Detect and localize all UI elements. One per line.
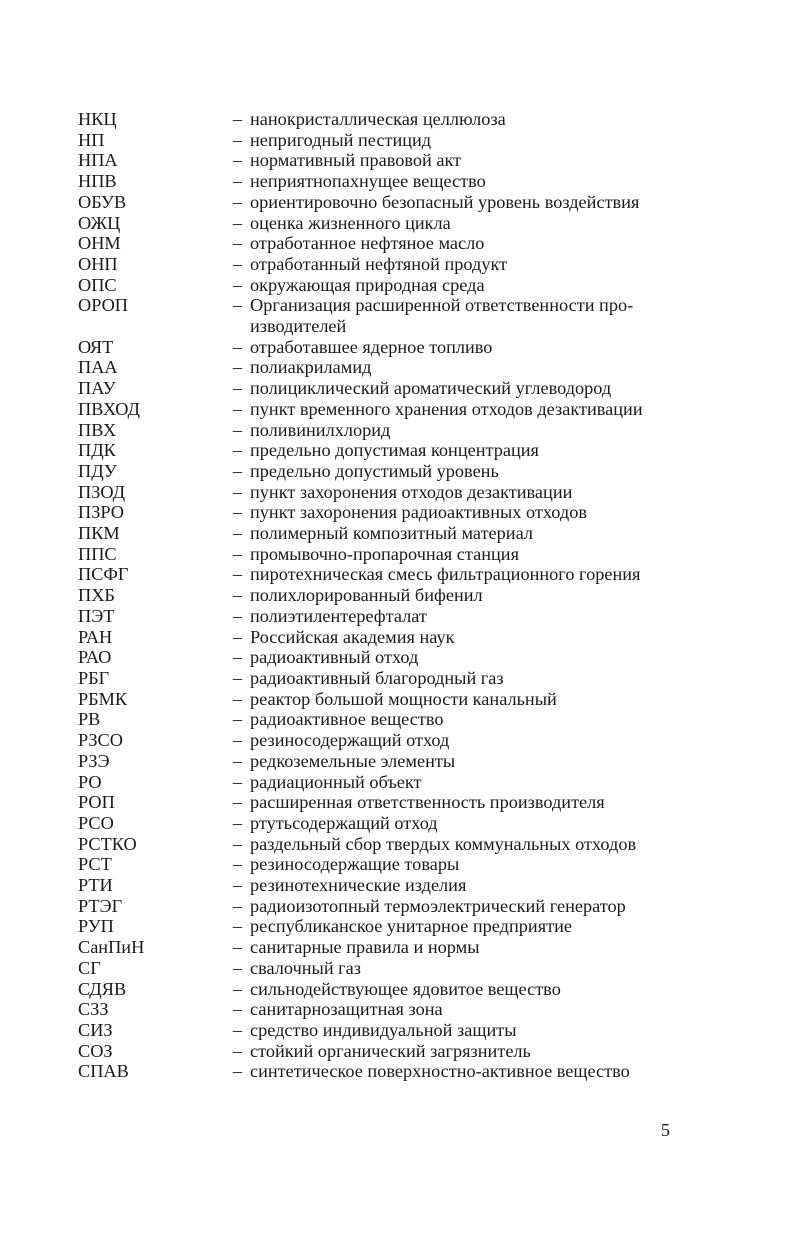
definition-line: ориентировочно безопасный уровень воздействия: [250, 191, 640, 212]
abbreviation-term: ПДК: [78, 440, 116, 461]
definition-text: [250, 461, 678, 482]
abbreviation-term: РТЭГ: [78, 895, 123, 916]
definition-line: поливинилхлорид: [250, 419, 391, 440]
definition-dash: –: [233, 460, 243, 481]
abbreviation-definition: [233, 502, 678, 523]
definition-dash: –: [233, 937, 243, 958]
definition-dash: –: [233, 109, 243, 129]
definition-line: пункт временного хранения отходов дезактивации: [250, 398, 643, 419]
abbreviation-definition: [233, 109, 678, 130]
definition-text: [250, 999, 678, 1020]
definition-line: оценка жизненного цикла: [250, 212, 451, 233]
abbreviation-entry: [78, 979, 678, 1000]
definition-dash: –: [233, 626, 243, 647]
definition-dash: –: [233, 378, 243, 399]
definition-text: [250, 647, 678, 668]
abbreviation-entry: [78, 337, 678, 358]
abbreviation-entry: [78, 461, 678, 482]
abbreviation-term: РО: [78, 771, 102, 792]
definition-text: [250, 875, 678, 896]
abbreviation-term: СОЗ: [78, 1040, 113, 1061]
definition-text: [250, 937, 678, 958]
abbreviation-definition: [233, 834, 678, 855]
definition-text: [250, 709, 678, 730]
definition-text: [250, 627, 678, 648]
abbreviation-entry: [78, 689, 678, 710]
definition-text: [250, 399, 678, 420]
abbreviation-term: СИЗ: [78, 1019, 113, 1040]
abbreviation-definition: [233, 668, 678, 689]
abbreviation-entry: [78, 523, 678, 544]
definition-text: [250, 1041, 678, 1062]
definition-text: [250, 502, 678, 523]
definition-dash: –: [233, 398, 243, 419]
abbreviation-term: ППС: [78, 543, 117, 564]
definition-text: [250, 979, 678, 1000]
definition-text: [250, 544, 678, 565]
abbreviation-definition: [233, 544, 678, 565]
page-number: 5: [660, 1120, 670, 1140]
abbreviation-entry: [78, 772, 678, 793]
abbreviation-entry: [78, 792, 678, 813]
definition-line: нанокристаллическая целлюлоза: [250, 109, 506, 129]
abbreviation-term: ПДУ: [78, 460, 117, 481]
definition-line: окружающая природная среда: [250, 274, 485, 295]
abbreviation-entry: [78, 482, 678, 503]
definition-dash: –: [233, 295, 243, 316]
definition-line: пункт захоронения радиоактивных отходов: [250, 502, 587, 523]
abbreviation-definition: [233, 854, 678, 875]
abbreviation-entry: [78, 420, 678, 441]
abbreviation-term: ПВХОД: [78, 398, 140, 419]
abbreviation-term: ПВХ: [78, 419, 117, 440]
abbreviation-definition: [233, 399, 678, 420]
definition-text: [250, 792, 678, 813]
abbreviation-entry: [78, 130, 678, 151]
abbreviation-definition: [233, 461, 678, 482]
definition-dash: –: [233, 336, 243, 357]
definition-dash: –: [233, 605, 243, 626]
abbreviation-term: ПЭТ: [78, 605, 115, 626]
abbreviation-definition: [233, 192, 678, 213]
abbreviation-definition: [233, 792, 678, 813]
abbreviation-term: РАН: [78, 626, 113, 647]
definition-text: [250, 564, 678, 585]
definition-line: раздельный сбор твердых коммунальных отходов: [250, 833, 637, 854]
abbreviation-term: РБГ: [78, 667, 110, 688]
definition-dash: –: [233, 792, 243, 813]
abbreviation-entry: [78, 585, 678, 606]
definition-text: [250, 295, 678, 336]
abbreviation-entry: [78, 834, 678, 855]
abbreviation-definition: [233, 999, 678, 1020]
definition-line: резинотехнические изделия: [250, 875, 467, 896]
definition-line: полиэтилентерефталат: [250, 605, 427, 626]
definition-line: отработанное нефтяное масло: [250, 233, 485, 254]
definition-line: Организация расширенной ответственности про-: [250, 295, 634, 316]
abbreviation-term: ОНМ: [78, 233, 121, 254]
definition-text: [250, 233, 678, 254]
abbreviation-term: РАО: [78, 647, 112, 668]
definition-dash: –: [233, 854, 243, 875]
definition-line: предельно допустимая концентрация: [250, 440, 539, 461]
definition-text: [250, 440, 678, 461]
abbreviation-definition: [233, 564, 678, 585]
abbreviation-definition: [233, 1061, 678, 1082]
abbreviation-definition: [233, 295, 678, 336]
abbreviation-entry: [78, 109, 678, 130]
definition-line: средство индивидуальной защиты: [250, 1019, 517, 1040]
abbreviation-entry: [78, 1041, 678, 1062]
abbreviation-term: РЗЭ: [78, 750, 110, 771]
abbreviation-definition: [233, 813, 678, 834]
definition-text: [250, 854, 678, 875]
definition-text: [250, 523, 678, 544]
abbreviation-term: СДЯВ: [78, 978, 127, 999]
definition-text: [250, 130, 678, 151]
definition-dash: –: [233, 440, 243, 461]
abbreviation-definition: [233, 606, 678, 627]
definition-text: [250, 730, 678, 751]
abbreviation-entry: [78, 399, 678, 420]
definition-line: полициклический ароматический углеводород: [250, 378, 612, 399]
abbreviation-definition: [233, 523, 678, 544]
abbreviation-list: [78, 109, 678, 1082]
abbreviation-definition: [233, 275, 678, 296]
abbreviation-entry: [78, 958, 678, 979]
definition-dash: –: [233, 274, 243, 295]
abbreviation-term: ОЯТ: [78, 336, 114, 357]
abbreviation-term: ПХБ: [78, 585, 115, 606]
abbreviation-definition: [233, 709, 678, 730]
abbreviation-definition: [233, 627, 678, 648]
abbreviation-term: ПЗОД: [78, 481, 126, 502]
abbreviation-term: НП: [78, 129, 105, 150]
abbreviation-definition: [233, 357, 678, 378]
abbreviation-entry: [78, 171, 678, 192]
definition-text: [250, 275, 678, 296]
abbreviation-term: СЗЗ: [78, 999, 109, 1020]
abbreviation-term: НКЦ: [78, 109, 117, 129]
definition-dash: –: [233, 129, 243, 150]
definition-line: промывочно-пропарочная станция: [250, 543, 519, 564]
abbreviation-definition: [233, 751, 678, 772]
abbreviation-entry: [78, 544, 678, 565]
abbreviation-entry: [78, 295, 678, 336]
abbreviation-entry: [78, 1020, 678, 1041]
abbreviation-definition: [233, 1020, 678, 1041]
definition-text: [250, 896, 678, 917]
definition-text: [250, 813, 678, 834]
abbreviation-term: СГ: [78, 957, 101, 978]
definition-dash: –: [233, 1019, 243, 1040]
definition-line: сильнодействующее ядовитое вещество: [250, 978, 561, 999]
abbreviation-term: ПАА: [78, 357, 118, 378]
abbreviation-definition: [233, 130, 678, 151]
definition-text: [250, 378, 678, 399]
abbreviation-term: НПВ: [78, 171, 117, 192]
abbreviation-definition: [233, 730, 678, 751]
definition-dash: –: [233, 171, 243, 192]
definition-line: Российская академия наук: [250, 626, 455, 647]
definition-dash: –: [233, 357, 243, 378]
abbreviation-term: РВ: [78, 709, 101, 730]
definition-line: пиротехническая смесь фильтрационного горения: [250, 564, 641, 585]
abbreviation-entry: [78, 896, 678, 917]
abbreviation-definition: [233, 647, 678, 668]
definition-line: радиоактивный благородный газ: [250, 667, 504, 688]
definition-text: [250, 585, 678, 606]
abbreviation-definition: [233, 916, 678, 937]
abbreviation-term: ПСФГ: [78, 564, 129, 585]
abbreviation-term: РУП: [78, 916, 114, 937]
definition-dash: –: [233, 978, 243, 999]
abbreviation-definition: [233, 689, 678, 710]
abbreviation-term: ОЖЦ: [78, 212, 121, 233]
definition-text: [250, 916, 678, 937]
abbreviation-definition: [233, 213, 678, 234]
definition-text: [250, 834, 678, 855]
definition-dash: –: [233, 812, 243, 833]
abbreviation-entry: [78, 502, 678, 523]
abbreviation-definition: [233, 233, 678, 254]
abbreviation-entry: [78, 875, 678, 896]
definition-line: нормативный правовой акт: [250, 150, 462, 171]
definition-line: расширенная ответственность производителя: [250, 792, 605, 813]
definition-line: радиоактивное вещество: [250, 709, 444, 730]
abbreviation-definition: [233, 482, 678, 503]
definition-text: [250, 171, 678, 192]
definition-dash: –: [233, 709, 243, 730]
definition-dash: –: [233, 585, 243, 606]
abbreviation-entry: [78, 254, 678, 275]
definition-text: [250, 192, 678, 213]
definition-line: отработанный нефтяной продукт: [250, 253, 508, 274]
abbreviation-definition: [233, 378, 678, 399]
definition-dash: –: [233, 481, 243, 502]
definition-dash: –: [233, 895, 243, 916]
definition-dash: –: [233, 543, 243, 564]
definition-line: санитарнозащитная зона: [250, 999, 443, 1020]
abbreviation-term: СПАВ: [78, 1061, 129, 1082]
abbreviation-entry: [78, 627, 678, 648]
abbreviation-definition: [233, 150, 678, 171]
definition-dash: –: [233, 833, 243, 854]
definition-text: [250, 420, 678, 441]
abbreviation-entry: [78, 192, 678, 213]
abbreviation-term: ОНП: [78, 253, 118, 274]
abbreviation-term: ОПС: [78, 274, 117, 295]
abbreviation-definition: [233, 440, 678, 461]
abbreviation-entry: [78, 709, 678, 730]
definition-dash: –: [233, 667, 243, 688]
definition-dash: –: [233, 212, 243, 233]
abbreviation-entry: [78, 668, 678, 689]
definition-line: республиканское унитарное предприятие: [250, 916, 572, 937]
abbreviation-entry: [78, 937, 678, 958]
definition-dash: –: [233, 253, 243, 274]
abbreviation-term: РЗСО: [78, 730, 123, 751]
definition-text: [250, 109, 678, 130]
abbreviation-term: РБМК: [78, 688, 128, 709]
definition-text: [250, 1061, 678, 1082]
abbreviation-entry: [78, 440, 678, 461]
definition-dash: –: [233, 771, 243, 792]
definition-text: [250, 482, 678, 503]
definition-dash: –: [233, 688, 243, 709]
definition-text: [250, 689, 678, 710]
definition-line: стойкий органический загрязнитель: [250, 1040, 531, 1061]
abbreviation-entry: [78, 275, 678, 296]
definition-line: неприятнопахнущее вещество: [250, 171, 486, 192]
abbreviation-definition: [233, 254, 678, 275]
definition-line: резиносодержащие товары: [250, 854, 460, 875]
abbreviation-entry: [78, 647, 678, 668]
definition-text: [250, 606, 678, 627]
definition-dash: –: [233, 564, 243, 585]
definition-line: санитарные правила и нормы: [250, 937, 480, 958]
definition-dash: –: [233, 1061, 243, 1082]
abbreviation-term: ПАУ: [78, 378, 116, 399]
abbreviation-entry: [78, 606, 678, 627]
definition-dash: –: [233, 647, 243, 668]
abbreviation-term: ПЗРО: [78, 502, 124, 523]
abbreviation-term: РСТ: [78, 854, 112, 875]
abbreviation-definition: [233, 958, 678, 979]
abbreviation-definition: [233, 171, 678, 192]
definition-line: радиационный объект: [250, 771, 422, 792]
definition-dash: –: [233, 750, 243, 771]
abbreviation-entry: [78, 730, 678, 751]
abbreviation-entry: [78, 213, 678, 234]
abbreviation-definition: [233, 420, 678, 441]
abbreviation-term: ОРОП: [78, 295, 128, 316]
definition-dash: –: [233, 191, 243, 212]
abbreviation-definition: [233, 337, 678, 358]
definition-text: [250, 958, 678, 979]
abbreviation-term: ПКМ: [78, 523, 120, 544]
abbreviation-definition: [233, 772, 678, 793]
definition-text: [250, 751, 678, 772]
definition-line: полимерный композитный материал: [250, 523, 533, 544]
abbreviation-term: НПА: [78, 150, 118, 171]
abbreviation-definition: [233, 979, 678, 1000]
definition-text: [250, 1020, 678, 1041]
definition-dash: –: [233, 957, 243, 978]
abbreviation-entry: [78, 150, 678, 171]
abbreviation-term: РСО: [78, 812, 114, 833]
abbreviation-entry: [78, 357, 678, 378]
abbreviation-entry: [78, 999, 678, 1020]
abbreviation-entry: [78, 916, 678, 937]
definition-text: [250, 772, 678, 793]
definition-dash: –: [233, 916, 243, 937]
abbreviation-definition: [233, 585, 678, 606]
definition-line: синтетическое поверхностно-активное вещество: [250, 1061, 630, 1082]
definition-line: пункт захоронения отходов дезактивации: [250, 481, 573, 502]
definition-line: отработавшее ядерное топливо: [250, 336, 493, 357]
definition-line: резиносодержащий отход: [250, 730, 450, 751]
abbreviation-term: ОБУВ: [78, 191, 127, 212]
definition-line: изводителей: [250, 316, 347, 337]
definition-dash: –: [233, 150, 243, 171]
definition-dash: –: [233, 999, 243, 1020]
definition-dash: –: [233, 730, 243, 751]
definition-line: полиакриламид: [250, 357, 372, 378]
definition-line: предельно допустимый уровень: [250, 460, 499, 481]
definition-dash: –: [233, 502, 243, 523]
definition-line: редкоземельные элементы: [250, 750, 456, 771]
definition-text: [250, 337, 678, 358]
definition-dash: –: [233, 875, 243, 896]
abbreviation-definition: [233, 937, 678, 958]
definition-line: радиоактивный отход: [250, 647, 419, 668]
definition-text: [250, 668, 678, 689]
definition-line: реактор большой мощности канальный: [250, 688, 557, 709]
definition-line: радиоизотопный термоэлектрический генератор: [250, 895, 626, 916]
abbreviation-definition: [233, 896, 678, 917]
definition-text: [250, 357, 678, 378]
abbreviation-term: СанПиН: [78, 937, 145, 958]
definition-line: свалочный газ: [250, 957, 362, 978]
definition-text: [250, 254, 678, 275]
abbreviation-definition: [233, 875, 678, 896]
abbreviation-entry: [78, 813, 678, 834]
abbreviation-term: РТИ: [78, 875, 113, 896]
definition-dash: –: [233, 1040, 243, 1061]
abbreviation-entry: [78, 854, 678, 875]
abbreviation-term: РОП: [78, 792, 115, 813]
abbreviation-entry: [78, 751, 678, 772]
definition-dash: –: [233, 233, 243, 254]
definition-text: [250, 213, 678, 234]
definition-dash: –: [233, 523, 243, 544]
abbreviation-term: РСТКО: [78, 833, 137, 854]
abbreviation-entry: [78, 378, 678, 399]
definition-line: полихлорированный бифенил: [250, 585, 483, 606]
abbreviation-entry: [78, 1061, 678, 1082]
definition-dash: –: [233, 419, 243, 440]
definition-line: ртутьсодержащий отход: [250, 812, 438, 833]
abbreviation-definition: [233, 1041, 678, 1062]
abbreviation-entry: [78, 564, 678, 585]
definition-text: [250, 150, 678, 171]
abbreviation-entry: [78, 233, 678, 254]
definition-line: непригодный пестицид: [250, 129, 432, 150]
